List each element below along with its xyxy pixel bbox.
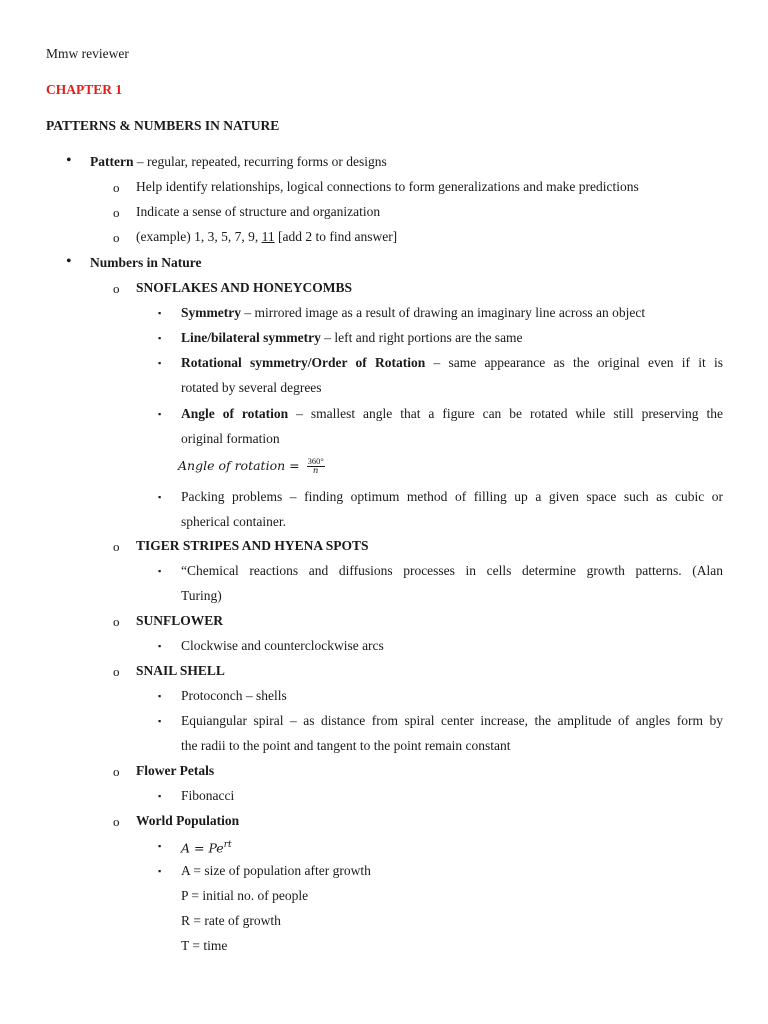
turing-quote-cont: Turing) xyxy=(181,588,222,603)
bullet-square: ▪ xyxy=(158,492,162,502)
angle-formula: Angle of rotation = $\frac{360^\circ}{n}$ xyxy=(178,456,324,477)
bullet-square: ▪ xyxy=(158,716,162,726)
bullet-disc: • xyxy=(66,253,72,270)
example-answer: 11 xyxy=(261,229,275,244)
tiger-title: TIGER STRIPES AND HYENA SPOTS xyxy=(136,538,369,553)
pattern-sub-item: Indicate a sense of structure and organization xyxy=(136,204,381,219)
bullet-square: ▪ xyxy=(158,641,162,651)
bullet-square: ▪ xyxy=(158,791,162,801)
rotational-symmetry-item: Rotational symmetry/Order of Rotation – same appearance as the original even if it is xyxy=(181,355,723,370)
bullet-square: ▪ xyxy=(158,866,162,876)
bullet-circle: o xyxy=(113,205,120,220)
bullet-circle: o xyxy=(113,539,120,554)
bullet-square: ▪ xyxy=(158,358,162,368)
world-population-title: World Population xyxy=(136,813,240,828)
population-var-r: R = rate of growth xyxy=(181,913,281,928)
angle-of-rotation-item: Angle of rotation – smallest angle that a figure can be rotated while still preserving the xyxy=(181,406,723,421)
equiangular-spiral-cont: the radii to the point and tangent to the point remain constant xyxy=(181,738,511,753)
population-var-t: T = time xyxy=(181,938,228,953)
bullet-square: ▪ xyxy=(158,308,162,318)
bullet-disc: • xyxy=(66,152,72,169)
bullet-circle: o xyxy=(113,281,120,296)
chapter-label: CHAPTER 1 xyxy=(46,82,123,97)
bullet-circle: o xyxy=(113,664,120,679)
line-symmetry-item: Line/bilateral symmetry – left and right portions are the same xyxy=(181,330,523,345)
bullet-circle: o xyxy=(113,230,120,245)
packing-problems-cont: spherical container. xyxy=(181,514,286,529)
population-var-a: A = size of population after growth xyxy=(181,863,371,878)
bullet-square: ▪ xyxy=(158,409,162,419)
pattern-item: Pattern – regular, repeated, recurring forms or designs xyxy=(90,154,387,169)
snail-title: SNAIL SHELL xyxy=(136,663,225,678)
snail-item: Protoconch – shells xyxy=(181,688,287,703)
section-heading: PATTERNS & NUMBERS IN NATURE xyxy=(46,118,280,133)
pattern-example: (example) 1, 3, 5, 7, 9, 11 [add 2 to find answer] xyxy=(136,229,398,244)
symmetry-item: Symmetry – mirrored image as a result of drawing an imaginary line across an object xyxy=(181,305,646,320)
document-title: Mmw reviewer xyxy=(46,46,129,61)
numbers-in-nature-title: Numbers in Nature xyxy=(90,255,202,270)
snowflakes-title: SNOFLAKES AND HONEYCOMBS xyxy=(136,280,353,295)
population-var-p: P = initial no. of people xyxy=(181,888,309,903)
sunflower-item: Clockwise and counterclockwise arcs xyxy=(181,638,384,653)
pattern-sub-item: Help identify relationships, logical connections to form generalizations and make predictions xyxy=(136,179,639,194)
bullet-circle: o xyxy=(113,764,120,779)
bullet-square: ▪ xyxy=(158,566,162,576)
bullet-square: ▪ xyxy=(158,841,162,851)
angle-of-rotation-cont: original formation xyxy=(181,431,280,446)
bullet-square: ▪ xyxy=(158,691,162,701)
turing-quote: “Chemical reactions and diffusions processes in cells determine growth patterns. (Alan xyxy=(181,563,723,578)
bullet-circle: o xyxy=(113,180,120,195)
equiangular-spiral-item: Equiangular spiral – as distance from spiral center increase, the amplitude of angles form by xyxy=(181,713,723,728)
bullet-circle: o xyxy=(113,814,120,829)
rotational-symmetry-cont: rotated by several degrees xyxy=(181,380,322,395)
bullet-circle: o xyxy=(113,614,120,629)
sunflower-title: SUNFLOWER xyxy=(136,613,224,628)
population-formula: $A = Pe^{rt}$ xyxy=(181,840,232,856)
flower-petals-title: Flower Petals xyxy=(136,763,215,778)
packing-problems-item: Packing problems – finding optimum method of filling up a given space such as cubic or xyxy=(181,489,723,504)
bullet-square: ▪ xyxy=(158,333,162,343)
flower-petals-item: Fibonacci xyxy=(181,788,235,803)
